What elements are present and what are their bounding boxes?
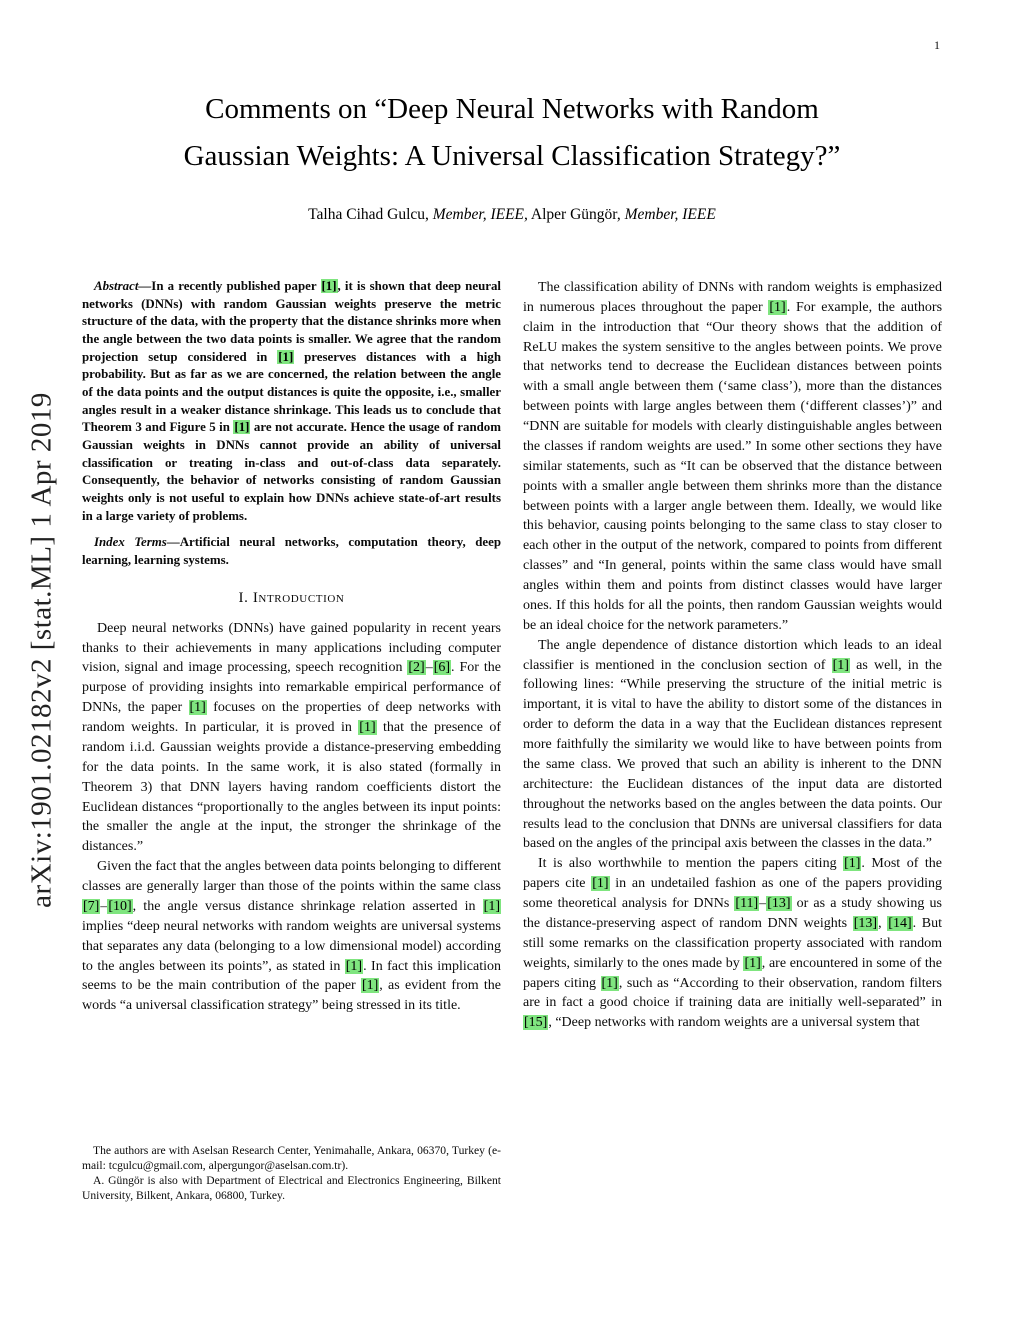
- author-name-2: Alper Güngör,: [530, 205, 621, 223]
- right-paragraph-2: The angle dependence of distance distortion which leads to an ideal classifier is mentioned in the conclusion section of [1] as well, in the following lines: “While preserving the structure of the initial metric is important, it is vital to have the ability to distort some of the distances in order to deform the data in a way that the Euclidean distances represent more faithfully the similarity we would like to have between points from the same class. We proved that such an ability is inherent to the DNN architecture: the Euclidean distances of the input data are distorted throughout the networks based on the angles between the data points. Our results lead to the conclusion that DNNs are universal classifiers for data based on the angles of the principal axis between the classes in the data.”: [523, 637, 942, 852]
- citation-link[interactable]: [1]: [844, 856, 861, 872]
- arxiv-banner: arXiv:1901.02182v2 [stat.ML] 1 Apr 2019: [25, 392, 58, 908]
- citation-link[interactable]: [6]: [433, 660, 451, 676]
- citation-link[interactable]: [1]: [321, 278, 337, 293]
- right-paragraph-1: The classification ability of DNNs with random weights is emphasized in numerous places throughout the paper [1]. For example, the authors claim in the introduction that “Our theory shows that the addition of ReLU makes the system sensitive to the angles between points. We prove that networks tend to decrease the Euclidean distances between points with a small angle between them (‘same class’), more than the distances between points with large angles between them (‘different classes’)” and “DNN are suitable for models with clearly distinguishable angles between the classes if random weights are used.” In some other sections they have similar statements, such as “It can be observed that the distance between points with a smaller angle between them shrinks more than the distance between points with a larger angle between them. Ideally, we would like this behavior, causing points belonging to the same class to stay closer to each other in the output of the network, compared to points from different classes” and “In general, points within the same class would have small angles within them and points from distinct classes would have larger ones. If this holds for all the points, then random Gaussian weights would be an ideal choice for the network parameters.”: [523, 279, 942, 633]
- footnote-line-2: A. Güngör is also with Department of Electrical and Electronics Engineering, Bilkent University, Bilkent, Ankara, 06800, Turkey.: [82, 1173, 501, 1202]
- citation-link[interactable]: [1]: [832, 657, 849, 673]
- paper-title: Comments on “Deep Neural Networks with Random Gaussian Weights: A Universal Classification Strategy?”: [183, 93, 841, 172]
- author-line: [0, 206, 1024, 224]
- author-name-1: Talha Cihad Gulcu,: [308, 205, 429, 223]
- author-role-1: Member, IEEE,: [432, 205, 528, 223]
- section-heading-introduction: I. Introduction: [238, 589, 345, 606]
- citation-link[interactable]: [13]: [853, 915, 878, 931]
- citation-link[interactable]: [1]: [769, 299, 786, 315]
- right-paragraph-3: It is also worthwhile to mention the papers citing [1]. Most of the papers cite [1] in an undetailed fashion as one of the papers providing some theoretical analysis for DNNs [11]–[13] or as a study showing us the distance-preserving aspect of random DNN weights [13], [14]. But still some remarks on the classification property associated with random weights, similarly to the ones made by [1], are encountered in some of the papers citing [1], such as “According to their observation, random filters are in fact a good choice if training data are initially well-separated” in [15], “Deep networks with random weights are a universal system that: [523, 856, 942, 1031]
- author-role-2: Member, IEEE: [624, 205, 716, 223]
- citation-link[interactable]: [1]: [361, 978, 379, 994]
- author-footnote: [82, 1135, 501, 1203]
- citation-link[interactable]: [10]: [108, 898, 132, 914]
- citation-link[interactable]: [1]: [189, 700, 206, 716]
- citation-link[interactable]: [1]: [278, 349, 294, 364]
- index-terms-text: Artificial neural networks, computation theory, deep learning, learning systems.: [82, 535, 502, 568]
- citation-link[interactable]: [1]: [592, 876, 609, 892]
- citation-link[interactable]: [1]: [483, 898, 500, 914]
- citation-link[interactable]: [11]: [735, 896, 759, 912]
- citation-link[interactable]: [1]: [345, 958, 363, 974]
- citation-link[interactable]: [15]: [524, 1015, 548, 1031]
- index-terms-label: Index Terms—: [94, 535, 180, 550]
- citation-link[interactable]: [14]: [888, 915, 912, 931]
- two-column-body: [82, 278, 942, 1203]
- page-number: 1: [934, 38, 940, 52]
- intro-paragraph-1: Deep neural networks (DNNs) have gained popularity in recent years thanks to their achievements in many applications including computer vision, signal and image processing, speech recognition [2]–[6]. For the purpose of providing insights into remarkable empirical performance of DNNs, the paper [1] focuses on the properties of deep networks with random weights. In particular, it is proved in [1] that the presence of random i.i.d. Gaussian weights provide a distance-preserving embedding for the data points. In the same work, it is also stated (formally in Theorem 3) that DNN layers having random coefficients distort the Euclidean distances “proportionally to the angles between its input points: the smaller the angle at the input, the stronger the shrinkage of the distances.”: [82, 620, 502, 855]
- citation-link[interactable]: [13]: [767, 896, 791, 912]
- citation-link[interactable]: [1]: [359, 720, 376, 736]
- left-column: [82, 278, 501, 1203]
- citation-link[interactable]: [1]: [744, 955, 761, 971]
- index-terms-paragraph: [82, 534, 501, 569]
- intro-paragraph-2: Given the fact that the angles between data points belonging to different classes are generally larger than those of the points within the same class [7]–[10], the angle versus distance shrinkage relation asserted in [1] implies “deep neural networks with random weights are universal systems that separates any data (belonging to a low dimensional model) according to the angles between its points”, as stated in [1]. In fact this implication seems to be the main contribution of the paper [1], as evident from the words “a universal classification strategy” being stressed in its title.: [82, 859, 501, 1014]
- abstract-paragraph: [82, 278, 501, 525]
- footnote-line-1: The authors are with Aselsan Research Center, Yenimahalle, Ankara, 06370, Turkey (e-mail: tcgulcu@gmail.com, alpergungor@aselsan.com.tr).: [82, 1143, 501, 1172]
- citation-link[interactable]: [1]: [601, 975, 618, 991]
- citation-link[interactable]: [2]: [408, 660, 425, 676]
- right-column: [523, 278, 942, 1203]
- citation-link[interactable]: [7]: [83, 898, 100, 914]
- abstract-label: Abstract—: [94, 278, 152, 293]
- abstract-text: In a recently published paper [1], it is shown that deep neural networks (DNNs) with random Gaussian weights preserve the metric structure of the data, with the property that the distance shrinks more when the angle between the two data points is smaller. We agree that the random projection setup considered in [1] preserves distances with a high probability. But as far as we are concerned, the relation between the angle of the data points and the output distances is quite the opposite, i.e., smaller angles result in a weaker distance shrinkage. This leads us to conclude that Theorem 3 and Figure 5 in [1] are not accurate. Hence the usage of random Gaussian weights in DNNs cannot provide an ability of universal classification or treating in-class and out-of-class data separately. Consequently, the behavior of networks consisting of random Gaussian weights only is not useful to explain how DNNs achieve state-of-art results in a large variety of problems.: [82, 278, 501, 523]
- citation-link[interactable]: [1]: [234, 420, 250, 435]
